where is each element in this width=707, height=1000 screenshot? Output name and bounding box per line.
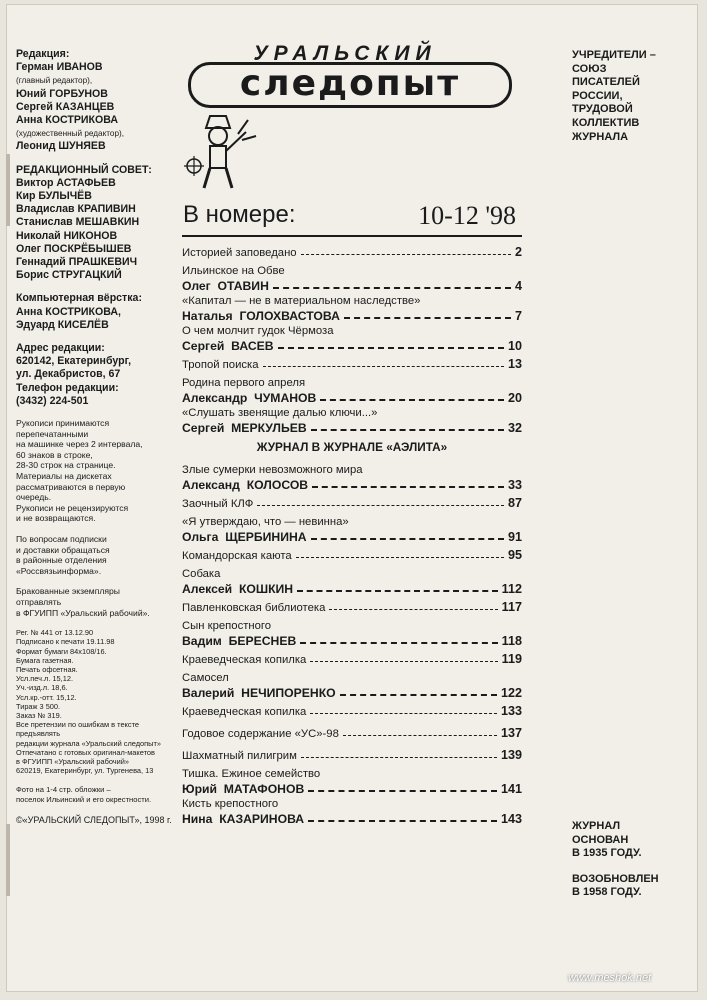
notice-line: в районные отделения <box>16 555 107 566</box>
toc-entry-title: Заочный КЛФ <box>182 498 254 510</box>
leader-dots <box>311 538 504 540</box>
pathfinder-figure-icon <box>180 106 260 196</box>
toc-page-number: 112 <box>501 582 522 596</box>
author-last-name: КОЛОСОВ <box>246 478 309 492</box>
notice-line: Рукописи не рецензируются <box>16 502 129 513</box>
council-member: Олег ПОСКРЁБЫШЕВ <box>16 242 132 255</box>
toc-entry-title: Родина первого апреля <box>182 377 306 389</box>
toc-page-number: 122 <box>500 686 522 700</box>
founding-line: В 1958 ГОДУ. <box>572 886 642 899</box>
notice-line: Рукописи принимаются <box>16 418 110 429</box>
toc-author-row <box>182 582 522 596</box>
toc-author <box>182 421 307 435</box>
notice-line: Материалы на дискетах <box>16 471 112 482</box>
toc-entry-title: «Капитал — не в материальном наследстве» <box>182 295 421 307</box>
toc-page-number: 4 <box>514 279 522 293</box>
toc-author <box>182 279 269 293</box>
leader-dots <box>308 820 497 822</box>
editor-name: Сергей КАЗАНЦЕВ <box>16 100 115 113</box>
toc-entry-title: Краеведческая копилка <box>182 706 307 718</box>
toc-entry-row <box>182 600 522 614</box>
staple-mark <box>6 154 10 226</box>
leader-dots <box>340 694 497 696</box>
toc-entry-title: Злые сумерки невозможного мира <box>182 464 363 476</box>
toc-entry <box>182 263 522 293</box>
founder-line: РОССИИ, <box>572 89 623 102</box>
toc-entry <box>182 700 522 722</box>
editor-name: Анна КОСТРИКОВА <box>16 114 119 127</box>
council-member: Владислав КРАПИВИН <box>16 203 136 216</box>
toc-page-number: 133 <box>500 704 522 718</box>
author-last-name: ОТАВИН <box>217 279 269 293</box>
toc-entry-title: Шахматный пилигрим <box>182 750 297 762</box>
toc-entry <box>182 670 522 700</box>
leader-dots <box>263 366 504 367</box>
toc-entry <box>182 462 522 492</box>
toc-entry <box>182 648 522 670</box>
editor-name: Юний ГОРБУНОВ <box>16 87 108 100</box>
author-first-name: Ольга <box>182 530 219 544</box>
toc-author <box>182 478 308 492</box>
toc-entry-title: Собака <box>182 568 221 580</box>
author-first-name: Алексей <box>182 582 233 596</box>
toc-entry-title: Тропой поиска <box>182 359 259 371</box>
toc-entry <box>182 722 522 744</box>
toc-entry-row <box>182 357 522 371</box>
leader-dots <box>273 287 511 289</box>
address-line: 620142, Екатеринбург, <box>16 355 132 368</box>
toc-author-row <box>182 421 522 435</box>
founder-line: ЖУРНАЛА <box>572 130 629 143</box>
toc-author-row <box>182 478 522 492</box>
print-detail-line: Бумага газетная. <box>16 655 74 665</box>
table-of-contents <box>182 241 522 826</box>
founder-line: УЧРЕДИТЕЛИ – <box>572 49 656 61</box>
author-first-name: Юрий <box>182 782 217 796</box>
toc-page-number: 10 <box>507 339 522 353</box>
print-detail-line: 620219, Екатеринбург, ул. Тургенева, 13 <box>16 766 154 776</box>
editorial-council <box>16 164 181 283</box>
leader-dots <box>310 661 497 662</box>
editorial-address <box>16 342 181 408</box>
logo-title: следопыт <box>188 62 512 108</box>
author-first-name: Александ <box>182 478 240 492</box>
toc-page-number: 141 <box>500 782 522 796</box>
toc-entry-row <box>182 704 522 718</box>
defects-notice <box>16 586 181 618</box>
editorial-title: Редакция: <box>16 48 70 60</box>
leader-dots <box>301 757 497 758</box>
author-last-name: ГОЛОХВАСТОВА <box>239 309 340 323</box>
subscription-notice <box>16 534 181 576</box>
toc-entry-title: Павленковская библиотека <box>182 602 326 614</box>
toc-author <box>182 582 293 596</box>
issue-number: 10-12 '98 <box>418 201 516 230</box>
leader-dots <box>308 790 497 792</box>
leader-dots <box>312 486 504 488</box>
toc-entry-row <box>182 496 522 510</box>
layout-title: Компьютерная вёрстка: <box>16 292 142 305</box>
toc-entry-title: Годовое содержание «УС»-98 <box>182 728 339 740</box>
author-last-name: ВАСЕВ <box>231 339 274 353</box>
toc-entry <box>182 566 522 596</box>
address-line: (3432) 224-501 <box>16 394 89 407</box>
toc-page-number: 91 <box>507 530 522 544</box>
spacer <box>572 861 692 873</box>
founding-line: ОСНОВАН <box>572 833 629 846</box>
notice-line: 60 знаков в строке, <box>16 449 93 460</box>
imprint-column <box>16 48 181 827</box>
toc-author <box>182 530 307 544</box>
notice-line: и доставки обращаться <box>16 544 110 555</box>
founder-line: ПИСАТЕЛЕЙ <box>572 76 640 89</box>
notice-line: Бракованные экземпляры <box>16 586 120 597</box>
toc-page-number: 118 <box>501 634 522 648</box>
toc-entry <box>182 375 522 405</box>
toc-entry <box>182 353 522 375</box>
toc-entry <box>182 492 522 514</box>
toc-entry-title: Кисть крепостного <box>182 798 279 810</box>
print-detail-line: предъявлять <box>16 729 61 739</box>
toc-entry-title: Краеведческая копилка <box>182 654 307 666</box>
toc-author-row <box>182 686 522 700</box>
founder-line: ТРУДОВОЙ <box>572 103 633 116</box>
print-details <box>16 628 181 775</box>
notice-line: и не возвращаются. <box>16 513 96 524</box>
council-member: Станислав МЕШАВКИН <box>16 216 140 229</box>
notice-line: отправлять <box>16 596 62 607</box>
toc-entry-row <box>182 748 522 762</box>
toc-page-number: 119 <box>501 652 522 666</box>
toc-author <box>182 782 304 796</box>
author-last-name: КАЗАРИНОВА <box>219 812 305 826</box>
toc-entry <box>182 323 522 353</box>
council-member: Борис СТРУГАЦКИЙ <box>16 269 122 282</box>
leader-dots <box>300 642 497 644</box>
logo-subtitle: УРАЛЬСКИЙ <box>253 42 437 65</box>
notice-line: на машинке через 2 интервала, <box>16 439 143 450</box>
toc-author-row <box>182 309 522 323</box>
toc-entry-row <box>182 548 522 562</box>
toc-entry-row <box>182 245 522 259</box>
editorial-board <box>16 48 181 154</box>
author-last-name: ЧУМАНОВ <box>254 391 317 405</box>
toc-entry <box>182 293 522 323</box>
leader-dots <box>278 347 504 349</box>
leader-dots <box>329 609 497 610</box>
author-first-name: Александр <box>182 391 248 405</box>
toc-entry <box>182 618 522 648</box>
author-first-name: Вадим <box>182 634 222 648</box>
print-detail-line: Подписано к печати 19.11.98 <box>16 637 115 647</box>
toc-entry <box>182 766 522 796</box>
address-line: Адрес редакции: <box>16 342 105 355</box>
toc-page-number: 2 <box>514 245 522 259</box>
print-detail-line: Рег. № 441 от 13.12.90 <box>16 628 94 638</box>
toc-entry-title: «Слушать звенящие далью ключи...» <box>182 407 378 419</box>
photo-credit <box>16 785 181 804</box>
author-first-name: Нина <box>182 812 213 826</box>
print-detail-line: Усл.кр.-отт. 15,12. <box>16 692 77 702</box>
toc-page-number: 32 <box>507 421 522 435</box>
layout-credits <box>16 292 181 332</box>
toc-author <box>182 309 340 323</box>
toc-entry <box>182 241 522 263</box>
toc-section-heading: ЖУРНАЛ В ЖУРНАЛЕ «АЭЛИТА» <box>256 440 448 454</box>
founding-line: ВОЗОБНОВЛЕН <box>572 872 659 885</box>
print-detail-line: Формат бумаги 84х108/16. <box>16 646 107 656</box>
notice-line: рассматриваются в первую <box>16 481 126 492</box>
toc-page-number: 13 <box>507 357 522 371</box>
author-last-name: БЕРЕСНЕВ <box>228 634 297 648</box>
council-member: Виктор АСТАФЬЕВ <box>16 176 116 189</box>
editor-role: (художественный редактор), <box>16 129 125 139</box>
copyright: ©«УРАЛЬСКИЙ СЛЕДОПЫТ», 1998 г. <box>16 815 172 826</box>
issue-label: В номере: <box>183 201 296 228</box>
founding-line: В 1935 ГОДУ. <box>572 847 642 860</box>
author-first-name: Олег <box>182 279 211 293</box>
author-last-name: МАТАФОНОВ <box>223 782 305 796</box>
print-detail-line: Печать офсетная. <box>16 664 78 674</box>
founder-line: СОЮЗ <box>572 62 607 75</box>
leader-dots <box>310 713 497 714</box>
toc-entry-row <box>182 652 522 666</box>
toc-page-number: 95 <box>507 548 522 562</box>
editor-name: Леонид ШУНЯЕВ <box>16 140 106 153</box>
notice-line: «Россвязьинформа». <box>16 565 102 576</box>
toc-entry-title: Тишка. Ежиное семейство <box>182 768 321 780</box>
toc-page-number: 87 <box>507 496 522 510</box>
toc-author-row <box>182 812 522 826</box>
toc-page-number: 139 <box>500 748 522 762</box>
address-line: Телефон редакции: <box>16 381 119 394</box>
toc-author-row <box>182 391 522 405</box>
toc-entry-row <box>182 726 522 740</box>
toc-author <box>182 634 296 648</box>
author-last-name: КОШКИН <box>238 582 294 596</box>
toc-entry-title: Сын крепостного <box>182 620 272 632</box>
toc-author-row <box>182 339 522 353</box>
toc-entry <box>182 596 522 618</box>
print-detail-line: Усл.печ.л. 15,12. <box>16 674 73 684</box>
author-last-name: МЕРКУЛЬЕВ <box>231 421 307 435</box>
toc-entry-title: Самосел <box>182 672 229 684</box>
layout-credit: Эдуард КИСЕЛЁВ <box>16 318 109 331</box>
founding-info <box>572 820 692 900</box>
leader-dots <box>296 557 504 558</box>
leader-dots <box>344 317 511 319</box>
photo-line: поселок Ильинский и его окрестности. <box>16 794 152 804</box>
notice-line: По вопросам подписки <box>16 534 107 545</box>
print-detail-line: Заказ № 319. <box>16 711 62 720</box>
toc-page-number: 7 <box>514 309 522 323</box>
magazine-logo <box>180 42 510 192</box>
toc-page-number: 137 <box>500 726 522 740</box>
toc-author <box>182 339 274 353</box>
toc-entry-title: «Я утверждаю, что — невинна» <box>182 516 349 528</box>
watermark: www.meshok.net <box>568 972 652 984</box>
toc-author-row <box>182 634 522 648</box>
founders-block <box>572 49 692 144</box>
toc-entry <box>182 544 522 566</box>
editor-name: Герман ИВАНОВ <box>16 61 103 74</box>
toc-author-row <box>182 279 522 293</box>
toc-page-number: 33 <box>507 478 522 492</box>
author-first-name: Наталья <box>182 309 233 323</box>
founder-line: КОЛЛЕКТИВ <box>572 116 640 129</box>
print-detail-line: Тираж 3 500. <box>16 701 61 711</box>
notice-line: перепечатанными <box>16 428 89 439</box>
address-line: ул. Декабристов, 67 <box>16 368 121 381</box>
leader-dots <box>320 399 504 401</box>
staple-mark <box>6 824 10 896</box>
print-detail-line: Уч.-изд.л. 18,6. <box>16 683 68 693</box>
author-first-name: Сергей <box>182 339 225 353</box>
print-detail-line: в ФГУИПП «Уральский рабочий» <box>16 757 129 767</box>
toc-entry-title: Историей заповедано <box>182 247 297 259</box>
founding-line: ЖУРНАЛ <box>572 820 621 832</box>
toc-entry-title: О чем молчит гудок Чёрмоза <box>182 325 334 337</box>
editor-role: (главный редактор), <box>16 76 93 86</box>
toc-entry-title: Ильинское на Обве <box>182 265 285 277</box>
author-first-name: Валерий <box>182 686 235 700</box>
photo-line: Фото на 1-4 стр. обложки – <box>16 785 111 795</box>
leader-dots <box>343 735 497 736</box>
print-detail-line: редакции журнала «Уральский следопыт» <box>16 738 161 748</box>
toc-divider <box>182 235 522 237</box>
toc-author-row <box>182 782 522 796</box>
toc-author <box>182 812 304 826</box>
author-last-name: НЕЧИПОРЕНКО <box>241 686 336 700</box>
council-member: Николай НИКОНОВ <box>16 229 118 242</box>
toc-author-row <box>182 530 522 544</box>
manuscripts-notice <box>16 418 181 524</box>
toc-page-number: 20 <box>507 391 522 405</box>
leader-dots <box>257 505 504 506</box>
notice-line: в ФГУИПП «Уральский рабочий». <box>16 607 150 618</box>
toc-author <box>182 686 336 700</box>
council-member: Геннадий ПРАШКЕВИЧ <box>16 256 138 269</box>
leader-dots <box>301 254 511 255</box>
toc-entry-title: Командорская каюта <box>182 550 292 562</box>
author-first-name: Сергей <box>182 421 225 435</box>
council-member: Кир БУЛЫЧЁВ <box>16 190 92 203</box>
toc-page-number: 143 <box>500 812 522 826</box>
toc-entry <box>182 514 522 544</box>
notice-line: очередь. <box>16 492 52 503</box>
toc-entry <box>182 796 522 826</box>
print-detail-line: Отпечатано с готовых оригинал-макетов <box>16 747 155 757</box>
notice-line: 28-30 строк на странице. <box>16 460 116 471</box>
leader-dots <box>297 590 498 592</box>
toc-author <box>182 391 316 405</box>
layout-credit: Анна КОСТРИКОВА, <box>16 305 121 318</box>
author-last-name: ЩЕРБИНИНА <box>225 530 307 544</box>
toc-entry <box>182 744 522 766</box>
leader-dots <box>311 429 504 431</box>
toc-page-number: 117 <box>501 600 522 614</box>
toc-entry <box>182 405 522 435</box>
council-title: РЕДАКЦИОННЫЙ СОВЕТ: <box>16 163 152 176</box>
print-detail-line: Все претензии по ошибкам в тексте <box>16 720 139 730</box>
